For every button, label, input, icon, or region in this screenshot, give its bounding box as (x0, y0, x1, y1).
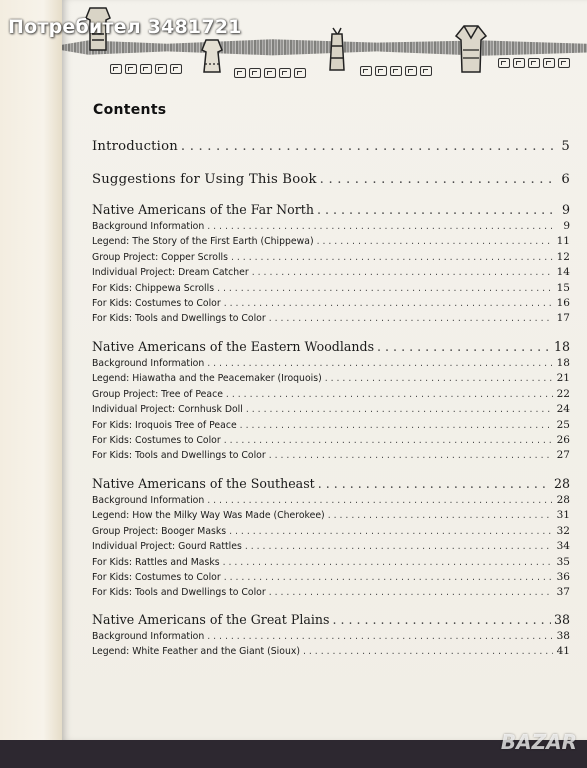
toc-page-number: 31 (556, 509, 570, 522)
dot-leader (231, 252, 553, 263)
shirt-icon (454, 22, 488, 74)
spiral-icon (234, 68, 246, 78)
toc-entry-label: Individual Project: Cornhusk Doll (92, 404, 243, 416)
spiral-motif-group (498, 58, 570, 68)
dot-leader (252, 267, 553, 278)
toc-page-number: 18 (553, 339, 570, 354)
toc-page-number: 24 (556, 403, 570, 416)
toc-page-number: 35 (556, 555, 570, 568)
dot-leader (328, 510, 553, 521)
section-title: Native Americans of the Southeast (92, 476, 315, 491)
toc-page-number: 32 (556, 524, 570, 537)
toc-page-number: 22 (556, 387, 570, 400)
dot-leader (320, 172, 553, 187)
spiral-icon (140, 64, 152, 74)
toc-entry (92, 630, 570, 642)
toc-entry (92, 251, 570, 263)
toc-entry (92, 282, 570, 294)
toc-page-number: 41 (556, 645, 570, 658)
dot-leader (207, 221, 553, 232)
toc-page-number: 25 (556, 418, 570, 431)
toc-page-number: 18 (556, 357, 570, 369)
toc-entry-label: Legend: White Feather and the Giant (Sioux) (92, 646, 300, 658)
toc-entry-label: Background Information (92, 631, 205, 642)
spiral-motif-group (360, 66, 432, 76)
site-logo: BAZAR (500, 730, 577, 754)
toc-entry (92, 449, 570, 461)
dot-leader (245, 541, 553, 552)
toc-page-number: 12 (556, 250, 570, 263)
toc-entry-suggestions (92, 172, 570, 187)
spiral-icon (420, 66, 432, 76)
spiral-icon (155, 64, 167, 74)
dot-leader (207, 358, 553, 369)
toc-page-number: 15 (556, 281, 570, 294)
toc-page-number: 21 (556, 372, 570, 385)
toc-section-heading (92, 612, 570, 627)
spiral-icon (294, 68, 306, 78)
dot-leader (269, 450, 553, 461)
toc-entry (92, 540, 570, 552)
toc-section-heading (92, 476, 570, 491)
toc-page-number: 9 (563, 220, 570, 232)
spiral-icon (110, 64, 122, 74)
page-title: Contents (93, 102, 167, 118)
toc-entry (92, 220, 570, 232)
toc-entry-label: Introduction (92, 139, 178, 154)
spiral-icon (528, 58, 540, 68)
toc-page-number: 5 (561, 139, 570, 154)
toc-entry-label: For Kids: Tools and Dwellings to Color (92, 450, 266, 462)
dress-icon (200, 38, 224, 74)
spiral-icon (405, 66, 417, 76)
toc-entry (92, 494, 570, 506)
toc-entry-label: Group Project: Tree of Peace (92, 388, 223, 400)
dot-leader (217, 283, 553, 294)
decorative-header (62, 0, 587, 90)
spiral-icon (360, 66, 372, 76)
toc-entry (92, 297, 570, 309)
toc-page-number: 36 (556, 571, 570, 583)
toc-page-number: 9 (561, 202, 570, 217)
toc-section-heading (92, 202, 570, 217)
dot-leader (229, 526, 553, 537)
dot-leader (325, 373, 553, 384)
dot-leader (332, 612, 551, 627)
toc-entry (92, 434, 570, 446)
spiral-motif-group (234, 68, 306, 78)
dot-leader (240, 420, 553, 431)
toc-page-number: 37 (556, 586, 570, 599)
toc-page-number: 38 (553, 612, 570, 627)
toc-page-number: 28 (556, 494, 570, 506)
toc-entry-label: For Kids: Costumes to Color (92, 435, 221, 446)
toc-entry (92, 525, 570, 537)
left-page-edge (0, 0, 62, 740)
toc-entry-label: For Kids: Tools and Dwellings to Color (92, 313, 266, 325)
toc-entry (92, 419, 570, 431)
spiral-icon (513, 58, 525, 68)
spiral-icon (390, 66, 402, 76)
bottom-shadow-bar (0, 740, 587, 768)
toc-entry (92, 357, 570, 369)
toc-entry-label: For Kids: Costumes to Color (92, 572, 221, 583)
spiral-icon (279, 68, 291, 78)
toc-page-number: 14 (556, 266, 570, 279)
spiral-icon (125, 64, 137, 74)
section-title: Native Americans of the Great Plains (92, 612, 330, 627)
dot-leader (224, 298, 553, 309)
toc-page-number: 27 (556, 449, 570, 462)
toc-entry (92, 645, 570, 657)
spiral-icon (264, 68, 276, 78)
dot-leader (226, 389, 553, 400)
toc-page-number: 11 (556, 235, 570, 248)
toc-page-number: 38 (556, 630, 570, 642)
section-title: Native Americans of the Eastern Woodlands (92, 339, 375, 354)
dot-leader (181, 139, 553, 154)
toc-entry-label: Background Information (92, 495, 205, 506)
toc-page-number: 16 (556, 297, 570, 309)
toc-section-heading (92, 339, 570, 354)
spiral-icon (170, 64, 182, 74)
toc-entry-label: For Kids: Rattles and Masks (92, 556, 220, 568)
dot-leader (269, 587, 553, 598)
toc-entry-introduction (92, 139, 570, 154)
toc-entry-label: Group Project: Booger Masks (92, 525, 227, 537)
dot-leader (377, 339, 551, 354)
section-title: Native Americans of the Far North (92, 202, 314, 217)
toc-entry-label: Group Project: Copper Scrolls (92, 251, 228, 263)
toc-entry-label: For Kids: Tools and Dwellings to Color (92, 587, 266, 599)
toc-page-number: 26 (556, 434, 570, 446)
toc-entry (92, 403, 570, 415)
spiral-motif-group (110, 64, 182, 74)
watermark-text: Потребител 3481721 (8, 16, 242, 38)
toc-entry-label: Individual Project: Dream Catcher (92, 267, 249, 279)
toc-entry-label: Legend: Hiawatha and the Peacemaker (Iroquois) (92, 373, 322, 385)
toc-page-number: 6 (561, 172, 570, 187)
spiral-icon (375, 66, 387, 76)
toc-entry (92, 556, 570, 568)
spiral-icon (543, 58, 555, 68)
toc-page-number: 28 (553, 476, 570, 491)
dot-leader (224, 572, 553, 583)
toc-entry-label: For Kids: Chippewa Scrolls (92, 282, 215, 294)
spiral-icon (558, 58, 570, 68)
dot-leader (317, 236, 553, 247)
dot-leader (223, 557, 553, 568)
toc-entry (92, 388, 570, 400)
toc-entry-label: For Kids: Costumes to Color (92, 298, 221, 309)
toc-entry-label: Background Information (92, 221, 205, 232)
toc-entry-label: Suggestions for Using This Book (92, 172, 317, 187)
toc-page-number: 34 (556, 540, 570, 553)
toc-entry-label: Individual Project: Gourd Rattles (92, 541, 242, 553)
toc-entry-label: Background Information (92, 358, 205, 369)
quiver-icon (324, 26, 350, 74)
toc-entry (92, 312, 570, 324)
spiral-icon (498, 58, 510, 68)
toc-entry-label: Legend: How the Milky Way Was Made (Cherokee) (92, 510, 325, 522)
dot-leader (317, 202, 553, 217)
dot-leader (207, 495, 553, 506)
toc-entry-label: Legend: The Story of the First Earth (Chippewa) (92, 236, 314, 248)
dot-leader (246, 404, 553, 415)
dot-leader (207, 631, 553, 642)
toc-entry (92, 509, 570, 521)
spiral-icon (249, 68, 261, 78)
dot-leader (318, 476, 551, 491)
dot-leader (269, 313, 553, 324)
toc-entry-label: For Kids: Iroquois Tree of Peace (92, 419, 237, 431)
dot-leader (224, 435, 553, 446)
dot-leader (303, 646, 553, 657)
toc-entry (92, 586, 570, 598)
toc-entry (92, 266, 570, 278)
toc-entry (92, 571, 570, 583)
toc-entry (92, 372, 570, 384)
toc-page-number: 17 (556, 312, 570, 325)
toc-entry (92, 235, 570, 247)
